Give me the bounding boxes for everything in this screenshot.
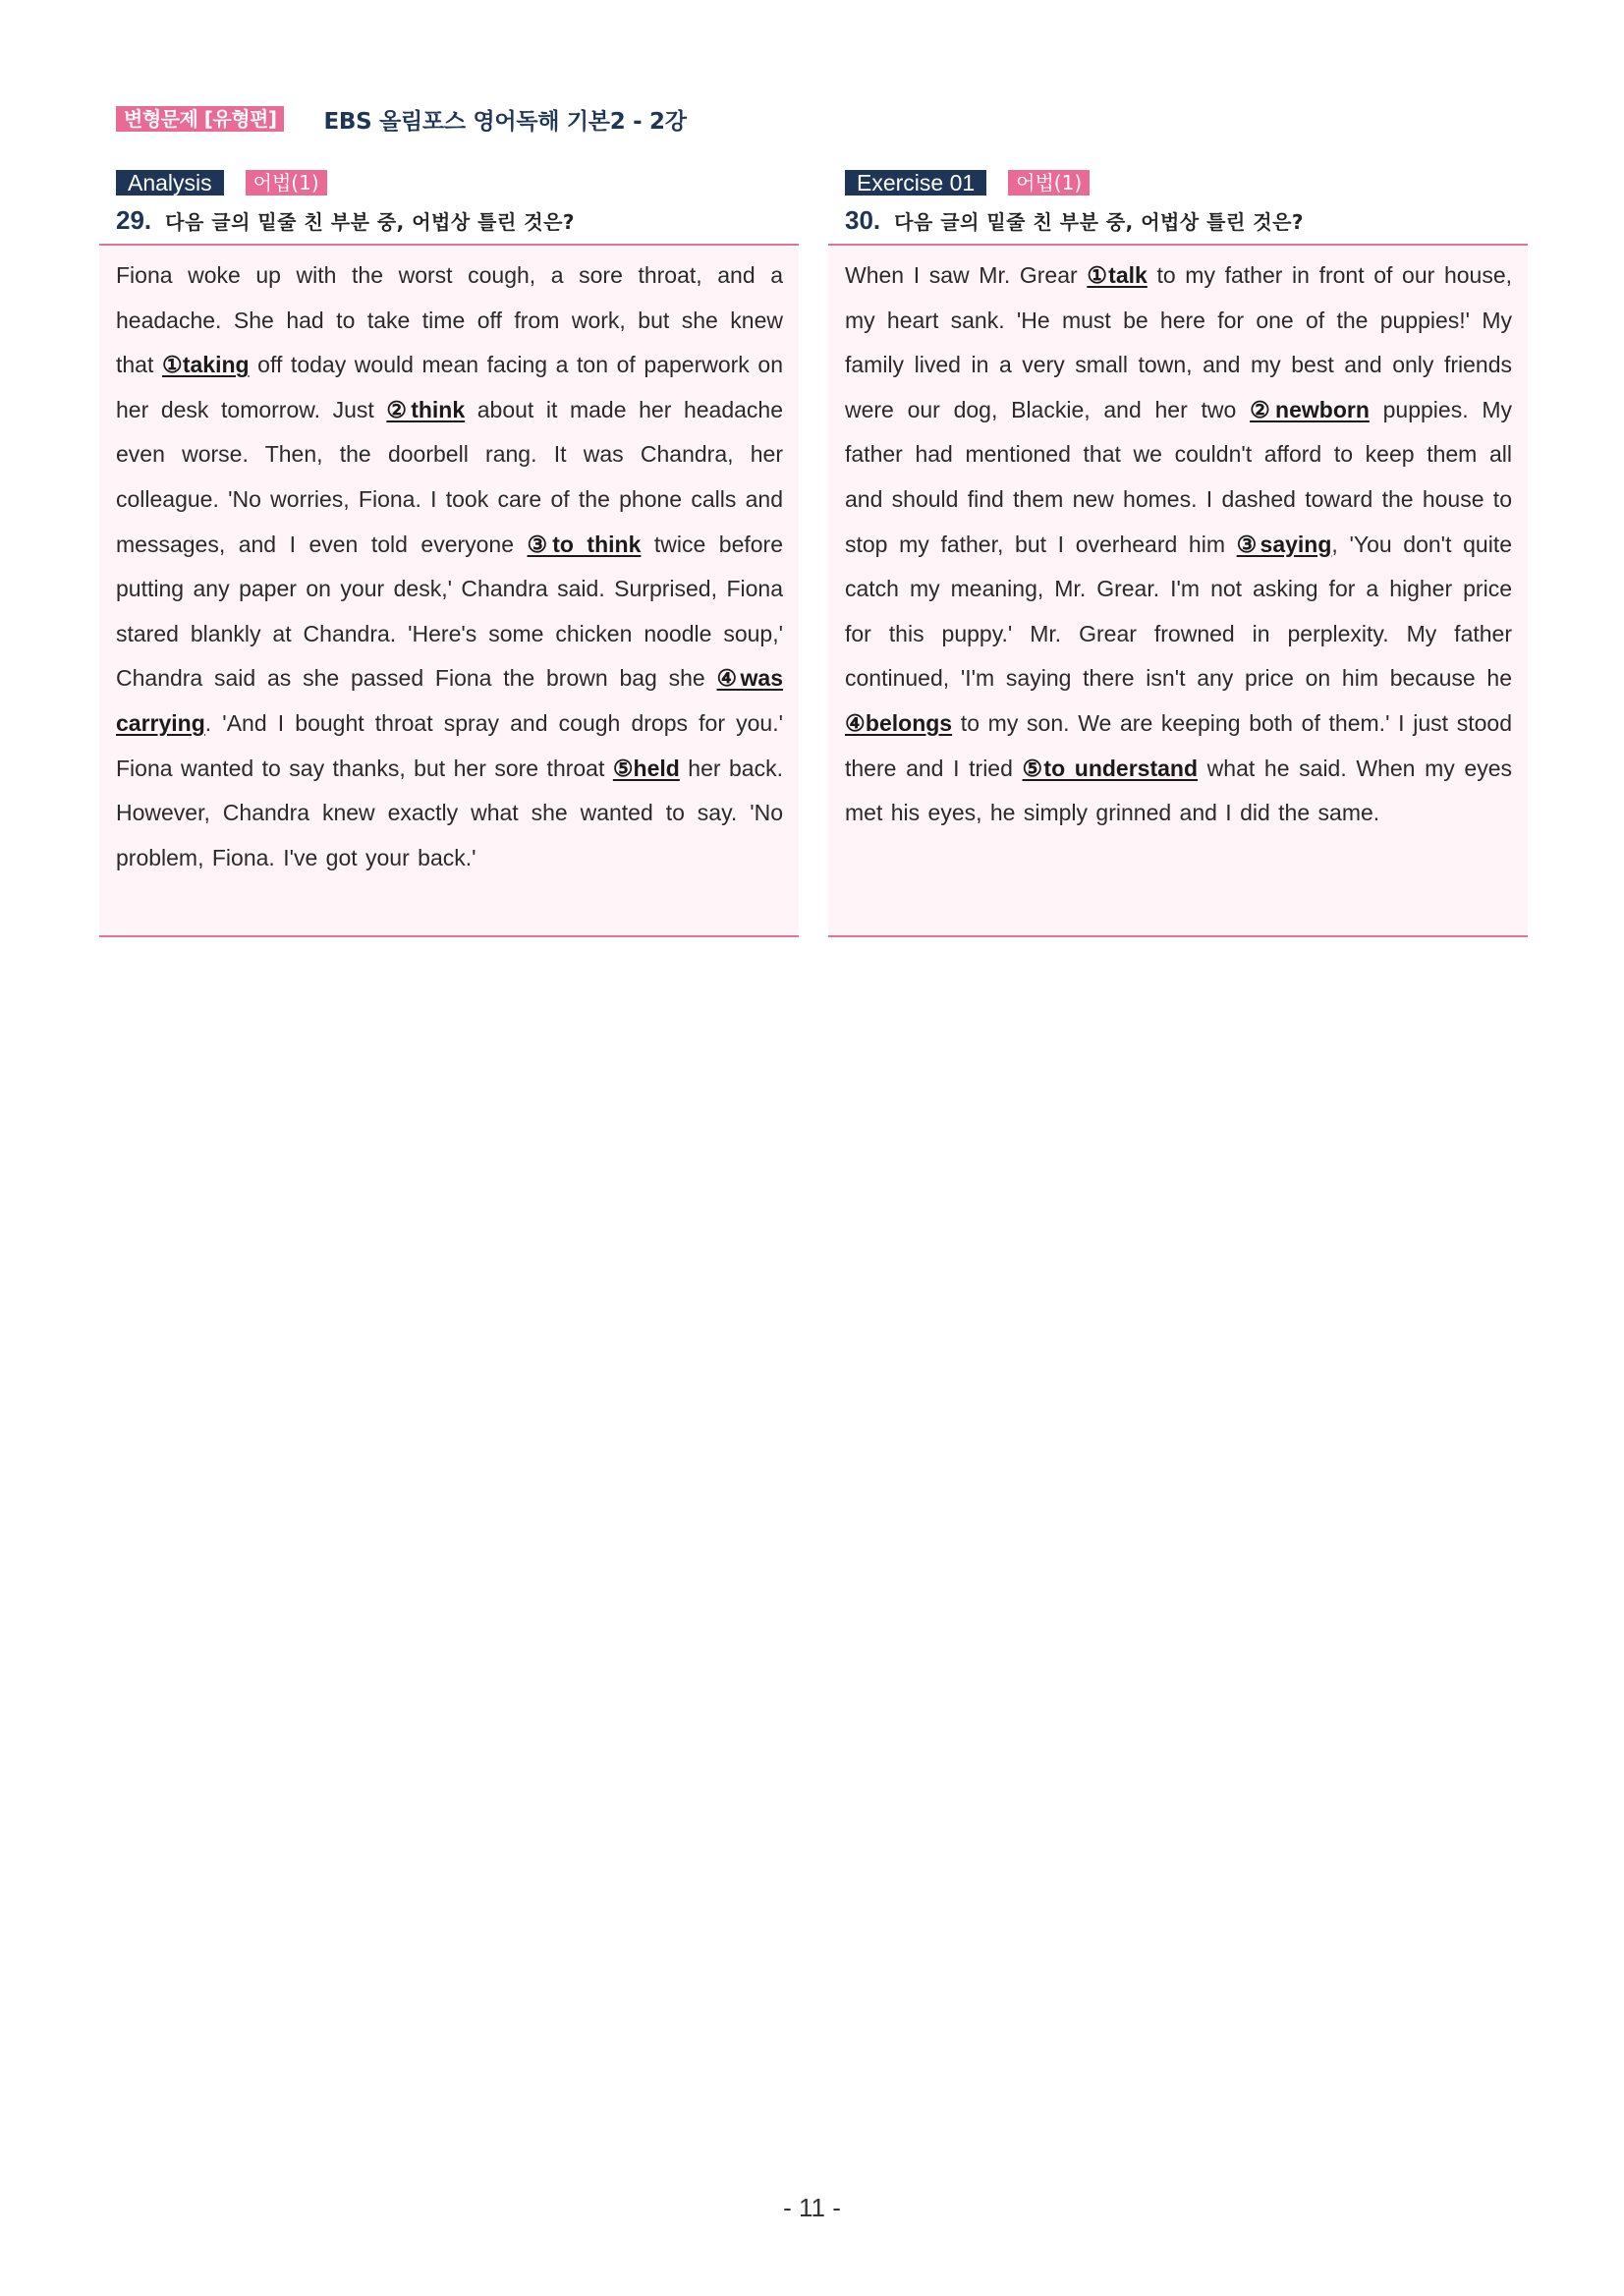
underlined-choice-5: ⑤to understand xyxy=(1022,755,1199,781)
section-badge: 변형문제 [유형편] xyxy=(116,106,284,132)
question-text: 다음 글의 밑줄 친 부분 중, 어법상 틀린 것은? xyxy=(894,209,1304,234)
grammar-tag: 어법(1) xyxy=(1008,170,1090,196)
right-column xyxy=(828,169,1528,937)
left-column xyxy=(99,169,799,937)
page-header xyxy=(116,104,687,134)
passage-segment: to my son. We are keeping both of them.' I just stood there and I tried xyxy=(845,709,1512,781)
question-30 xyxy=(845,202,1528,238)
analysis-tag: Analysis xyxy=(116,170,224,196)
page-title: EBS 올림포스 영어독해 기본2 - 2강 xyxy=(323,108,687,135)
left-tag-row xyxy=(116,169,799,196)
passage-segment: , 'You don't quite catch my meaning, Mr. Grear. I'm not asking for a higher price for this puppy.' Mr. Grear frowned in perplexity. My father continued, 'I'm saying there isn't any price on him because he xyxy=(845,531,1512,692)
passage-text xyxy=(845,253,1512,836)
passage-box xyxy=(828,244,1528,937)
passage-segment: about it made her headache even worse. Then, the doorbell rang. It was Chandra, her colleague. 'No worries, Fiona. I took care of the phone calls and messages, and I even told everyone xyxy=(116,396,783,557)
passage-segment: twice before putting any paper on your desk,' Chandra said. Surprised, Fiona stared blankly at Chandra. 'Here's some chicken noodle soup,' Chandra said as she passed Fiona the brown bag she xyxy=(116,531,783,692)
question-29 xyxy=(116,202,799,238)
page-number: - 11 - xyxy=(783,2193,841,2222)
underlined-choice-4: ④was carrying xyxy=(116,665,783,736)
underlined-choice-5: ⑤held xyxy=(612,755,680,781)
passage-box xyxy=(99,244,799,937)
passage-segment: When I saw Mr. Grear xyxy=(845,262,1088,288)
passage-text xyxy=(116,253,783,880)
passage-segment: to my father in front of our house, my heart sank. 'He must be here for one of the puppies!' My family lived in a very small town, and my best and only friends were our dog, Blackie, and her two xyxy=(845,262,1512,422)
passage-segment: what he said. When my eyes met his eyes, he simply grinned and I did the same. xyxy=(845,755,1513,826)
passage-segment: off today would mean facing a ton of paperwork on her desk tomorrow. Just xyxy=(116,352,783,422)
grammar-tag: 어법(1) xyxy=(246,170,327,196)
exercise-tag: Exercise 01 xyxy=(845,170,986,196)
underlined-choice-1: ①talk xyxy=(1087,262,1148,288)
question-number: 30. xyxy=(845,204,881,235)
underlined-choice-2: ②newborn xyxy=(1250,396,1370,422)
underlined-choice-2: ②think xyxy=(386,396,466,422)
passage-segment: Fiona woke up with the worst cough, a sore throat, and a headache. She had to take time off from work, but she knew that xyxy=(116,262,783,378)
underlined-choice-3: ③saying xyxy=(1236,531,1332,557)
passage-segment: puppies. My father had mentioned that we couldn't afford to keep them all and should find them new homes. I dashed toward the house to stop my father, but I overheard him xyxy=(845,396,1512,557)
underlined-choice-1: ①taking xyxy=(161,352,250,378)
underlined-choice-3: ③to think xyxy=(527,531,642,557)
passage-segment: . 'And I bought throat spray and cough drops for you.' Fiona wanted to say thanks, but her sore throat xyxy=(116,709,783,781)
right-tag-row xyxy=(845,169,1528,196)
question-text: 다음 글의 밑줄 친 부분 중, 어법상 틀린 것은? xyxy=(165,209,575,234)
question-number: 29. xyxy=(116,204,152,235)
passage-segment: her back. However, Chandra knew exactly what she wanted to say. 'No problem, Fiona. I've got your back.' xyxy=(116,755,783,870)
underlined-choice-4: ④belongs xyxy=(845,709,953,736)
